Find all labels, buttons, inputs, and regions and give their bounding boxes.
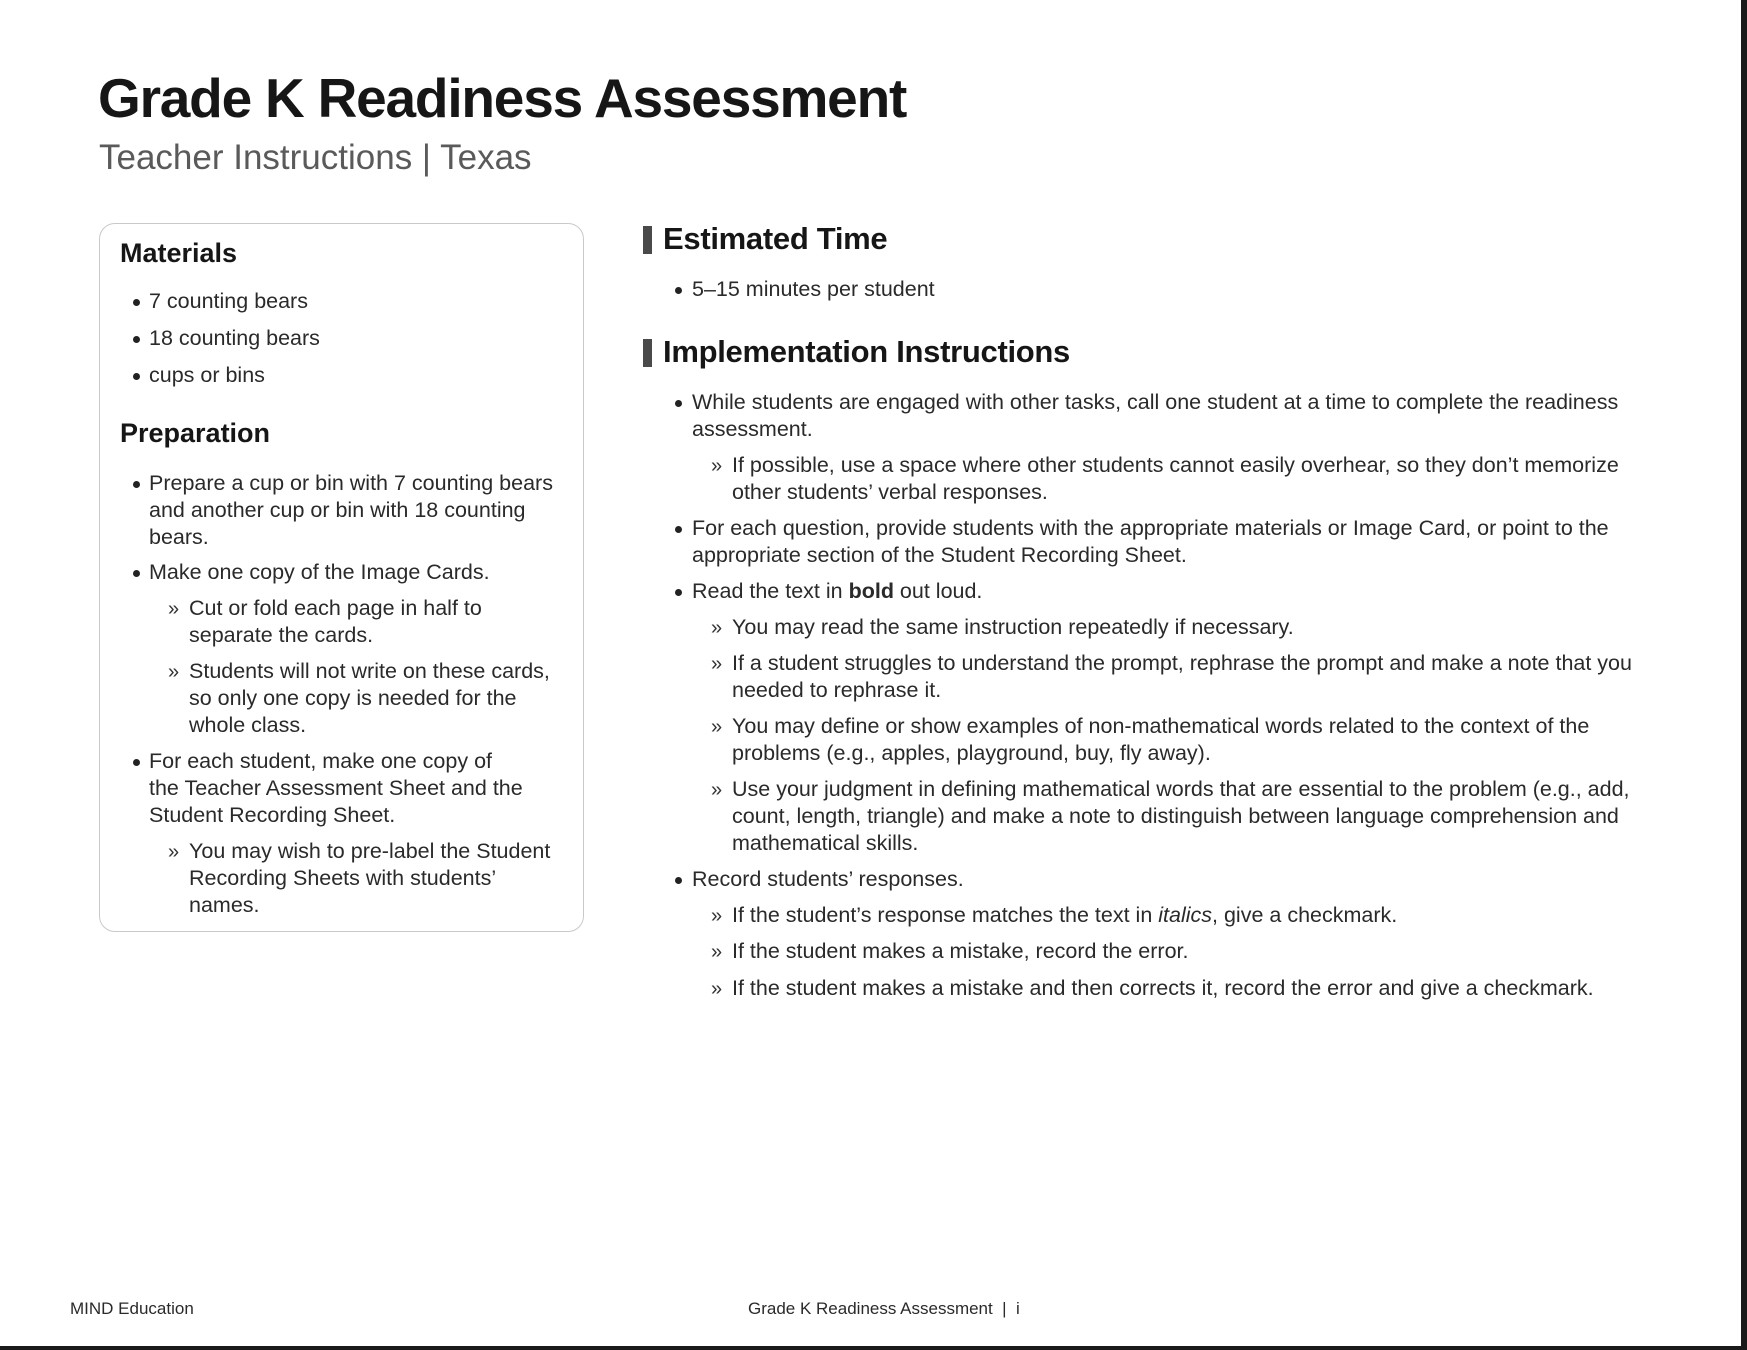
footer-publisher: MIND Education — [70, 1299, 194, 1318]
implementation-text: assessment. — [692, 417, 813, 441]
bullet-icon — [133, 373, 140, 380]
bold-word: bold — [848, 579, 894, 603]
implementation-subtext: other students’ verbal responses. — [732, 480, 1048, 504]
bullet-icon — [133, 481, 140, 488]
bullet-icon — [675, 287, 682, 294]
implementation-subtext — [732, 902, 1397, 929]
preparation-subtext: names. — [189, 893, 260, 917]
bullet-icon — [675, 400, 682, 407]
chevron-right-icon: » — [168, 598, 180, 620]
chevron-right-icon: » — [711, 653, 723, 675]
implementation-subtext: If the student makes a mistake, record the error. — [732, 939, 1189, 963]
preparation-subtext: Recording Sheets with students’ — [189, 866, 497, 890]
bullet-icon — [133, 336, 140, 343]
preparation-subtext: whole class. — [189, 713, 307, 737]
section-bar — [643, 226, 652, 254]
preparation-text: the Teacher Assessment Sheet and the — [149, 776, 523, 800]
implementation-text: For each question, provide students with the appropriate materials or Image Card, or point to the — [692, 516, 1609, 540]
preparation-text: Prepare a cup or bin with 7 counting bears — [149, 471, 553, 495]
implementation-subtext: You may read the same instruction repeatedly if necessary. — [732, 615, 1294, 639]
chevron-right-icon: » — [711, 779, 723, 801]
materials-item: 18 counting bears — [149, 326, 320, 350]
footer-page-label: Grade K Readiness Assessment | i — [748, 1299, 1020, 1318]
preparation-text: and another cup or bin with 18 counting — [149, 498, 526, 522]
page-title: Grade K Readiness Assessment — [98, 67, 907, 129]
chevron-right-icon: » — [711, 905, 723, 927]
bullet-icon — [675, 526, 682, 533]
preparation-text: Make one copy of the Image Cards. — [149, 560, 490, 584]
bullet-icon — [133, 299, 140, 306]
italic-word: italics — [1158, 903, 1213, 927]
materials-heading: Materials — [120, 238, 238, 268]
materials-item: cups or bins — [149, 363, 265, 387]
implementation-subtext: mathematical skills. — [732, 831, 919, 855]
implementation-text: Record students’ responses. — [692, 867, 964, 891]
implementation-heading: Implementation Instructions — [663, 334, 1070, 369]
chevron-right-icon: » — [168, 661, 180, 683]
implementation-text: appropriate section of the Student Recording Sheet. — [692, 543, 1187, 567]
chevron-right-icon: » — [711, 716, 723, 738]
preparation-subtext: so only one copy is needed for the — [189, 686, 517, 710]
chevron-right-icon: » — [168, 841, 180, 863]
preparation-text: Student Recording Sheet. — [149, 803, 396, 827]
implementation-subtext: count, length, triangle) and make a note to distinguish between language comprehension and — [732, 804, 1619, 828]
implementation-text-part: , give a checkmark. — [1212, 903, 1398, 927]
page-edge — [0, 1346, 1747, 1350]
estimated-time-item: 5–15 minutes per student — [692, 277, 935, 301]
implementation-subtext: You may define or show examples of non-mathematical words related to the context of the — [732, 714, 1590, 738]
preparation-heading: Preparation — [120, 418, 271, 448]
chevron-right-icon: » — [711, 617, 723, 639]
chevron-right-icon: » — [711, 941, 723, 963]
bullet-icon — [675, 877, 682, 884]
page-edge — [1741, 0, 1747, 1350]
preparation-subtext: You may wish to pre-label the Student — [189, 839, 551, 863]
implementation-text — [692, 578, 982, 605]
bullet-icon — [675, 589, 682, 596]
preparation-text: bears. — [149, 525, 209, 549]
implementation-subtext: needed to rephrase it. — [732, 678, 942, 702]
section-bar — [643, 339, 652, 367]
chevron-right-icon: » — [711, 455, 723, 477]
implementation-text: While students are engaged with other tasks, call one student at a time to complete the readiness — [692, 390, 1619, 414]
implementation-text-part: If the student’s response matches the text in — [732, 903, 1159, 927]
implementation-subtext: problems (e.g., apples, playground, buy, fly away). — [732, 741, 1211, 765]
preparation-subtext: Students will not write on these cards, — [189, 659, 550, 683]
bullet-icon — [133, 570, 140, 577]
implementation-text-part: out loud. — [893, 579, 983, 603]
materials-item: 7 counting bears — [149, 289, 308, 313]
implementation-subtext: If a student struggles to understand the prompt, rephrase the prompt and make a note that you — [732, 651, 1632, 675]
implementation-subtext: If possible, use a space where other students cannot easily overhear, so they don’t memorize — [732, 453, 1619, 477]
page-subtitle: Teacher Instructions | Texas — [99, 138, 532, 177]
chevron-right-icon: » — [711, 978, 723, 1000]
implementation-text-part: Read the text in — [692, 579, 849, 603]
implementation-subtext: Use your judgment in defining mathematical words that are essential to the problem (e.g., add, — [732, 777, 1630, 801]
preparation-text: For each student, make one copy of — [149, 749, 493, 773]
preparation-subtext: separate the cards. — [189, 623, 374, 647]
bullet-icon — [133, 759, 140, 766]
estimated-time-heading: Estimated Time — [663, 221, 888, 256]
implementation-subtext: If the student makes a mistake and then corrects it, record the error and give a checkmark. — [732, 976, 1594, 1000]
preparation-subtext: Cut or fold each page in half to — [189, 596, 482, 620]
